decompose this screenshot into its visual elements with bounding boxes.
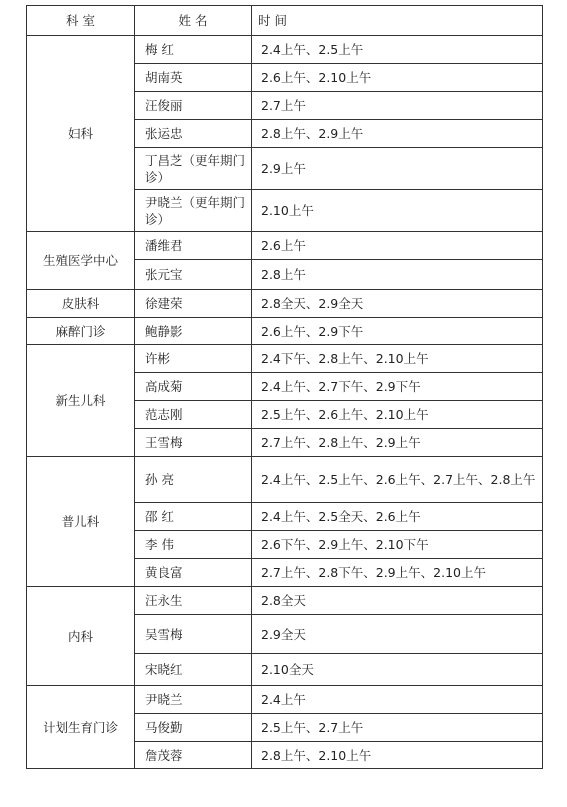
department-cell: 普儿科 xyxy=(27,457,135,587)
department-cell: 计划生育门诊 xyxy=(27,686,135,769)
doctor-name-cell: 吴雪梅 xyxy=(135,615,252,654)
clinic-time-cell: 2.5上午、2.6上午、2.10上午 xyxy=(252,401,543,429)
clinic-time-cell: 2.6上午、2.9下午 xyxy=(252,318,543,345)
doctor-name-cell: 马俊勤 xyxy=(135,714,252,742)
clinic-time-cell: 2.6上午、2.10上午 xyxy=(252,64,543,92)
department-cell: 生殖医学中心 xyxy=(27,232,135,290)
doctor-name-cell: 胡南英 xyxy=(135,64,252,92)
table-row xyxy=(27,290,543,318)
doctor-name-cell: 许彬 xyxy=(135,345,252,373)
doctor-name-cell: 李 伟 xyxy=(135,531,252,559)
doctor-name-cell: 鲍静影 xyxy=(135,318,252,345)
doctor-name-cell: 尹晓兰（更年期门诊） xyxy=(135,190,252,232)
clinic-time-cell: 2.10全天 xyxy=(252,654,543,686)
doctor-name-cell: 王雪梅 xyxy=(135,429,252,457)
doctor-name-cell: 梅 红 xyxy=(135,36,252,64)
table-row xyxy=(27,345,543,373)
doctor-name-cell: 丁昌芝（更年期门诊） xyxy=(135,148,252,190)
doctor-name-cell: 黄良富 xyxy=(135,559,252,587)
table-row xyxy=(27,318,543,345)
doctor-name-cell: 张元宝 xyxy=(135,260,252,290)
table-row xyxy=(27,686,543,714)
clinic-time-cell: 2.8上午 xyxy=(252,260,543,290)
table-row xyxy=(27,457,543,503)
clinic-time-cell: 2.5上午、2.7上午 xyxy=(252,714,543,742)
clinic-time-cell: 2.8上午、2.10上午 xyxy=(252,742,543,769)
doctor-name-cell: 徐建荣 xyxy=(135,290,252,318)
clinic-time-cell: 2.8全天、2.9全天 xyxy=(252,290,543,318)
clinic-time-cell: 2.8上午、2.9上午 xyxy=(252,120,543,148)
clinic-time-cell: 2.6上午 xyxy=(252,232,543,260)
clinic-time-cell: 2.4下午、2.8上午、2.10上午 xyxy=(252,345,543,373)
doctor-name-cell: 宋晓红 xyxy=(135,654,252,686)
header-row xyxy=(27,6,543,36)
clinic-time-cell: 2.7上午、2.8上午、2.9上午 xyxy=(252,429,543,457)
clinic-time-cell: 2.9上午 xyxy=(252,148,543,190)
doctor-name-cell: 邵 红 xyxy=(135,503,252,531)
header-name: 姓 名 xyxy=(135,6,252,36)
clinic-time-cell: 2.4上午 xyxy=(252,686,543,714)
clinic-time-cell: 2.4上午、2.5全天、2.6上午 xyxy=(252,503,543,531)
header-time: 时 间 xyxy=(252,6,543,36)
department-cell: 皮肤科 xyxy=(27,290,135,318)
department-cell: 新生儿科 xyxy=(27,345,135,457)
doctor-name-cell: 张运忠 xyxy=(135,120,252,148)
department-cell: 内科 xyxy=(27,587,135,686)
table-row xyxy=(27,36,543,64)
clinic-time-cell: 2.8全天 xyxy=(252,587,543,615)
doctor-name-cell: 汪永生 xyxy=(135,587,252,615)
clinic-time-cell: 2.9全天 xyxy=(252,615,543,654)
doctor-name-cell: 孙 亮 xyxy=(135,457,252,503)
clinic-time-cell: 2.4上午、2.7下午、2.9下午 xyxy=(252,373,543,401)
doctor-name-cell: 汪俊丽 xyxy=(135,92,252,120)
department-cell: 麻醉门诊 xyxy=(27,318,135,345)
clinic-time-cell: 2.4上午、2.5上午、2.6上午、2.7上午、2.8上午 xyxy=(252,457,543,503)
clinic-time-cell: 2.10上午 xyxy=(252,190,543,232)
doctor-name-cell: 尹晓兰 xyxy=(135,686,252,714)
clinic-time-cell: 2.7上午、2.8下午、2.9上午、2.10上午 xyxy=(252,559,543,587)
doctor-name-cell: 詹茂蓉 xyxy=(135,742,252,769)
header-department: 科 室 xyxy=(27,6,135,36)
doctor-name-cell: 高成菊 xyxy=(135,373,252,401)
clinic-time-cell: 2.7上午 xyxy=(252,92,543,120)
doctor-name-cell: 范志刚 xyxy=(135,401,252,429)
clinic-time-cell: 2.6下午、2.9上午、2.10下午 xyxy=(252,531,543,559)
department-cell: 妇科 xyxy=(27,36,135,232)
table-row xyxy=(27,232,543,260)
schedule-table xyxy=(26,5,543,769)
table-row xyxy=(27,587,543,615)
clinic-time-cell: 2.4上午、2.5上午 xyxy=(252,36,543,64)
doctor-name-cell: 潘维君 xyxy=(135,232,252,260)
